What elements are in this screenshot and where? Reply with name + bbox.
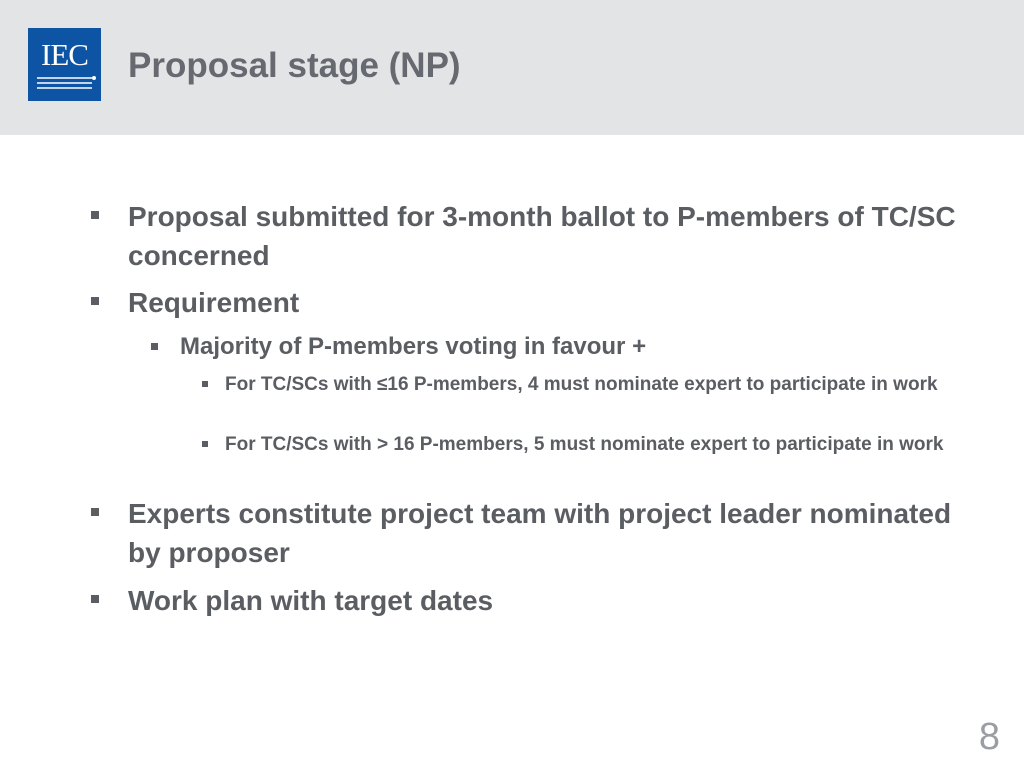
bullet-square-icon [151, 343, 158, 350]
bullet-item-requirement: Requirement [128, 287, 300, 318]
slide-title: Proposal stage (NP) [128, 46, 461, 85]
sub-bullet-majority: Majority of P-members voting in favour + [180, 333, 647, 360]
bullet-square-icon [91, 211, 99, 219]
sub-sub-bullet-le16: For TC/SCs with ≤16 P-members, 4 must nominate expert to participate in work [225, 374, 938, 395]
page-number: 8 [978, 716, 1000, 758]
logo-text: IEC [41, 37, 88, 72]
bullet-square-icon [202, 381, 208, 387]
bullet-square-icon [91, 595, 99, 603]
bullet-item-experts: Experts constitute project team with project leader nominated by proposer [128, 498, 952, 568]
sub-sub-bullet-gt16: For TC/SCs with > 16 P-members, 5 must nominate expert to participate in work [225, 434, 944, 455]
bullet-square-icon [91, 508, 99, 516]
bullet-item-work-plan: Work plan with target dates [128, 585, 494, 616]
bullet-square-icon [202, 441, 208, 447]
bullet-square-icon [91, 297, 99, 305]
bullet-item-proposal: Proposal submitted for 3-month ballot to P-members of TC/SC concerned [128, 201, 956, 271]
